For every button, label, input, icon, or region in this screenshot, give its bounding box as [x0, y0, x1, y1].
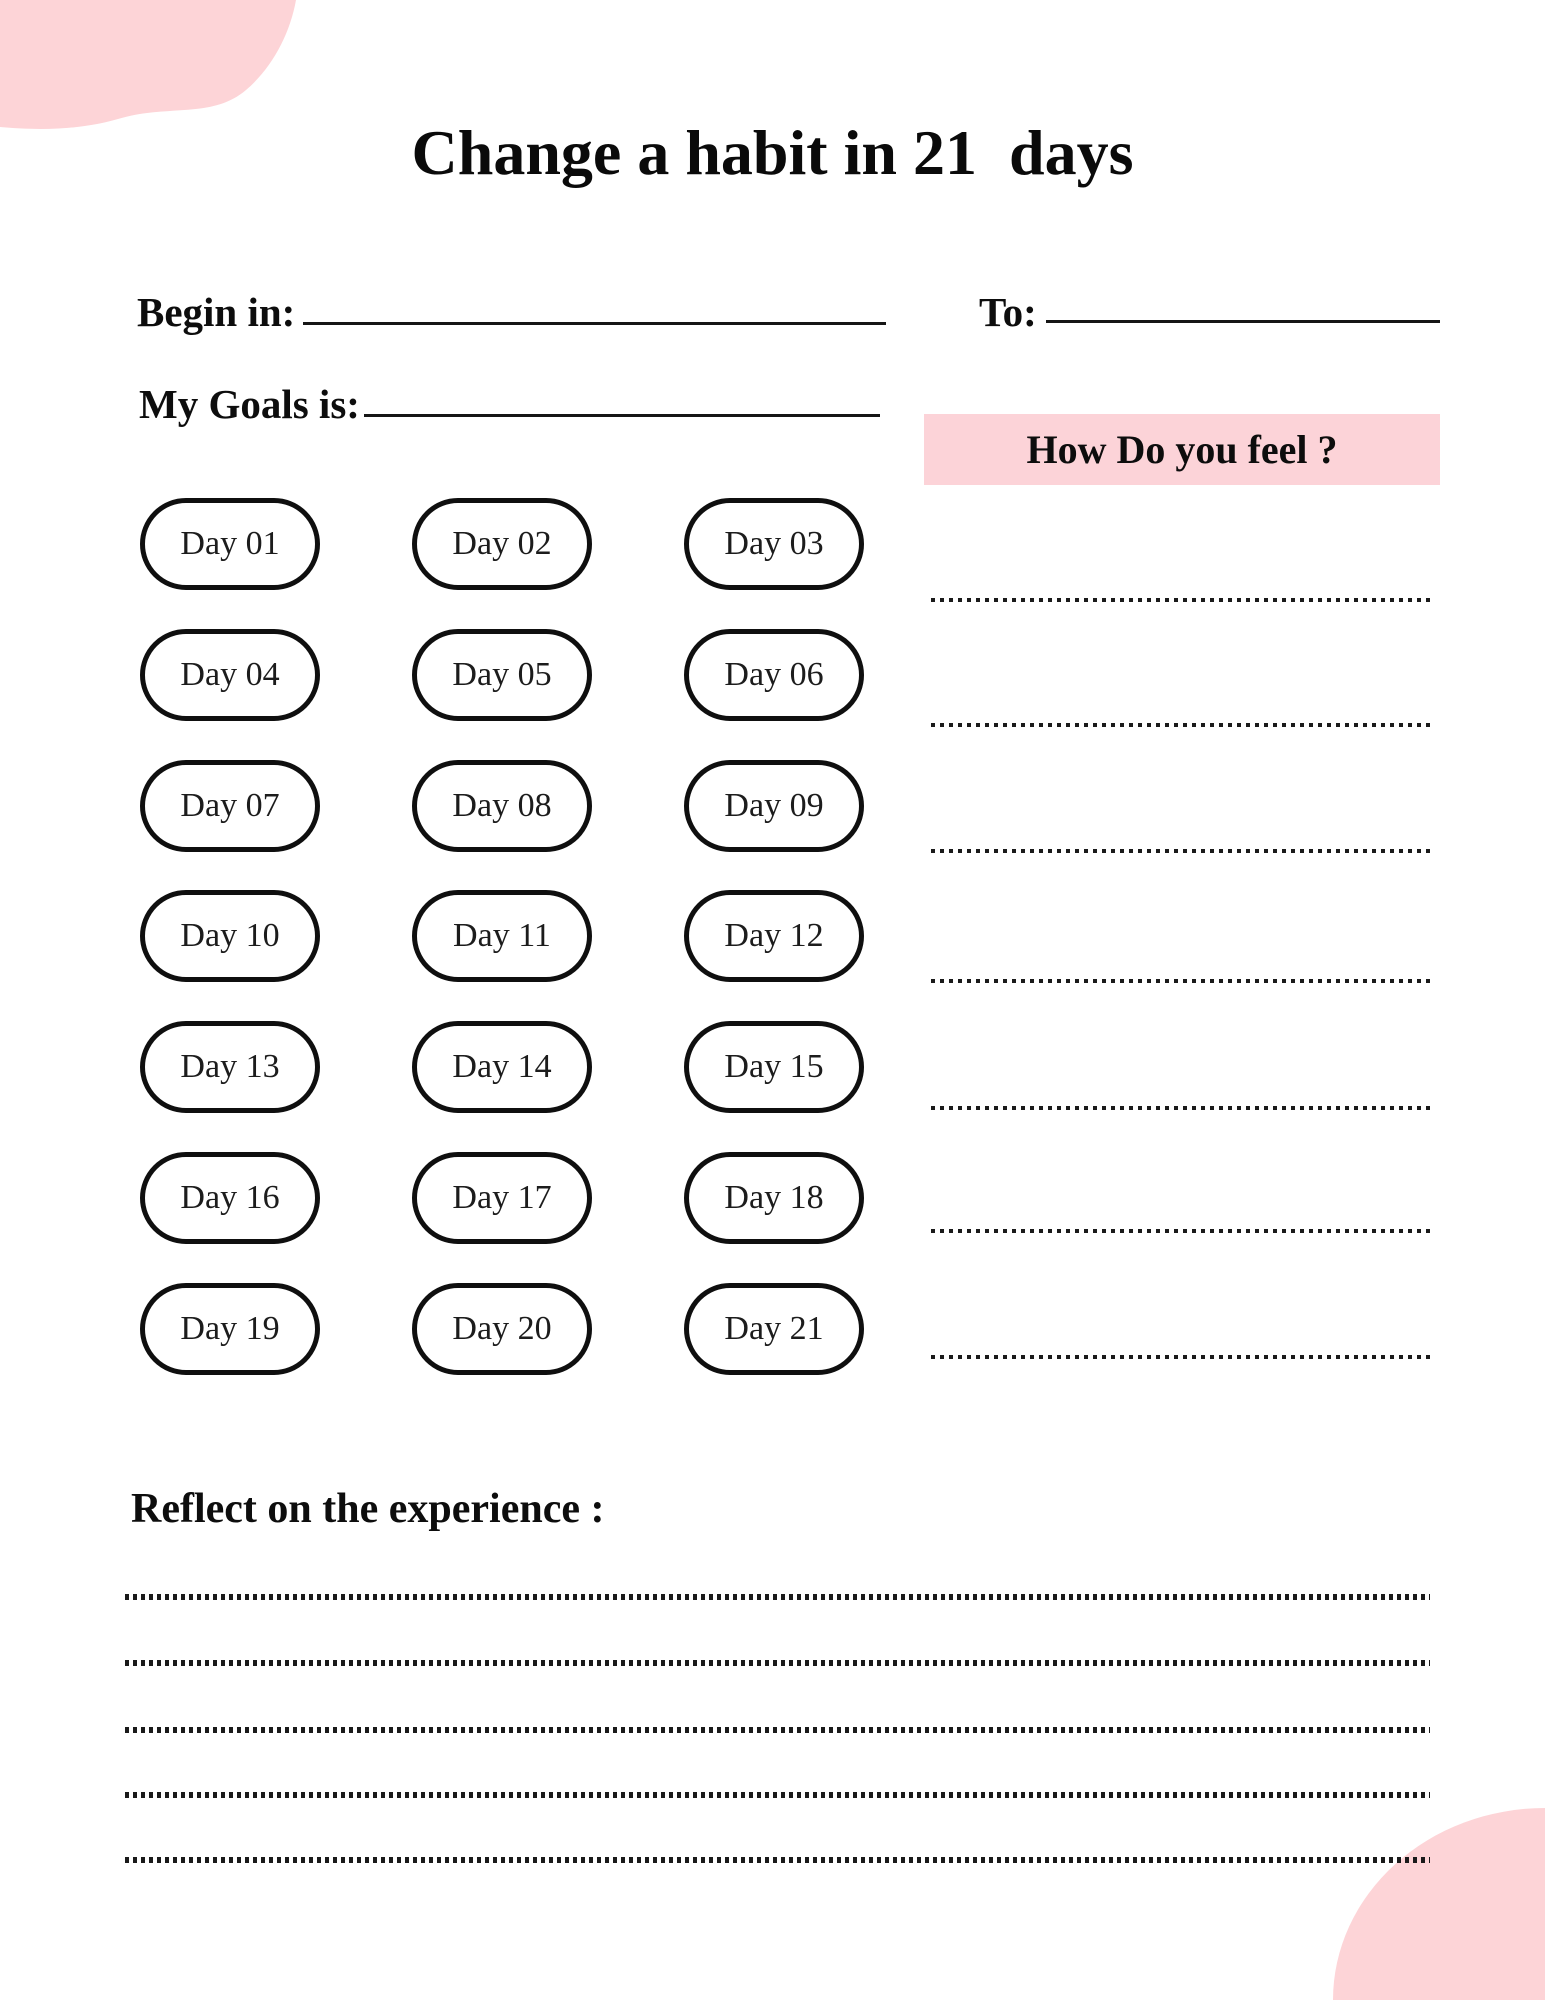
day-grid: [140, 498, 864, 1375]
reflection-writing-line[interactable]: [125, 1857, 1430, 1863]
feelings-header: How Do you feel ?: [924, 414, 1440, 485]
reflection-writing-line[interactable]: [125, 1792, 1430, 1798]
goals-line[interactable]: [364, 414, 880, 417]
feelings-writing-line[interactable]: [931, 723, 1430, 727]
day-pill[interactable]: Day 04: [140, 629, 320, 721]
goals-label: My Goals is:: [139, 381, 360, 427]
day-pill[interactable]: Day 16: [140, 1152, 320, 1244]
day-pill[interactable]: Day 17: [412, 1152, 592, 1244]
reflection-writing-line[interactable]: [125, 1660, 1430, 1666]
pink-blob-bottom-right: [1333, 1808, 1545, 2000]
day-pill[interactable]: Day 07: [140, 760, 320, 852]
feelings-writing-line[interactable]: [931, 849, 1430, 853]
day-pill[interactable]: Day 21: [684, 1283, 864, 1375]
begin-date-line[interactable]: [303, 322, 886, 325]
day-pill[interactable]: Day 05: [412, 629, 592, 721]
to-date-label: To:: [979, 289, 1037, 335]
day-pill[interactable]: Day 13: [140, 1021, 320, 1113]
feelings-writing-line[interactable]: [931, 979, 1430, 983]
day-pill[interactable]: Day 03: [684, 498, 864, 590]
day-pill[interactable]: Day 01: [140, 498, 320, 590]
feelings-writing-line[interactable]: [931, 1229, 1430, 1233]
day-pill[interactable]: Day 18: [684, 1152, 864, 1244]
pink-blob-top-left: [0, 0, 300, 135]
day-pill[interactable]: Day 10: [140, 890, 320, 982]
page-title: Change a habit in 21 days: [411, 117, 1134, 188]
day-pill[interactable]: Day 15: [684, 1021, 864, 1113]
day-pill[interactable]: Day 02: [412, 498, 592, 590]
day-pill[interactable]: Day 19: [140, 1283, 320, 1375]
reflection-header: Reflect on the experience :: [131, 1486, 605, 1532]
reflection-writing-line[interactable]: [125, 1594, 1430, 1600]
to-date-line[interactable]: [1046, 320, 1440, 323]
day-pill[interactable]: Day 11: [412, 890, 592, 982]
begin-date-label: Begin in:: [137, 289, 296, 335]
day-pill[interactable]: Day 20: [412, 1283, 592, 1375]
day-pill[interactable]: Day 14: [412, 1021, 592, 1113]
reflection-writing-line[interactable]: [125, 1727, 1430, 1733]
day-pill[interactable]: Day 06: [684, 629, 864, 721]
day-pill[interactable]: Day 12: [684, 890, 864, 982]
day-pill[interactable]: Day 09: [684, 760, 864, 852]
feelings-writing-line[interactable]: [931, 1106, 1430, 1110]
feelings-writing-line[interactable]: [931, 598, 1430, 602]
feelings-writing-line[interactable]: [931, 1355, 1430, 1359]
day-pill[interactable]: Day 08: [412, 760, 592, 852]
